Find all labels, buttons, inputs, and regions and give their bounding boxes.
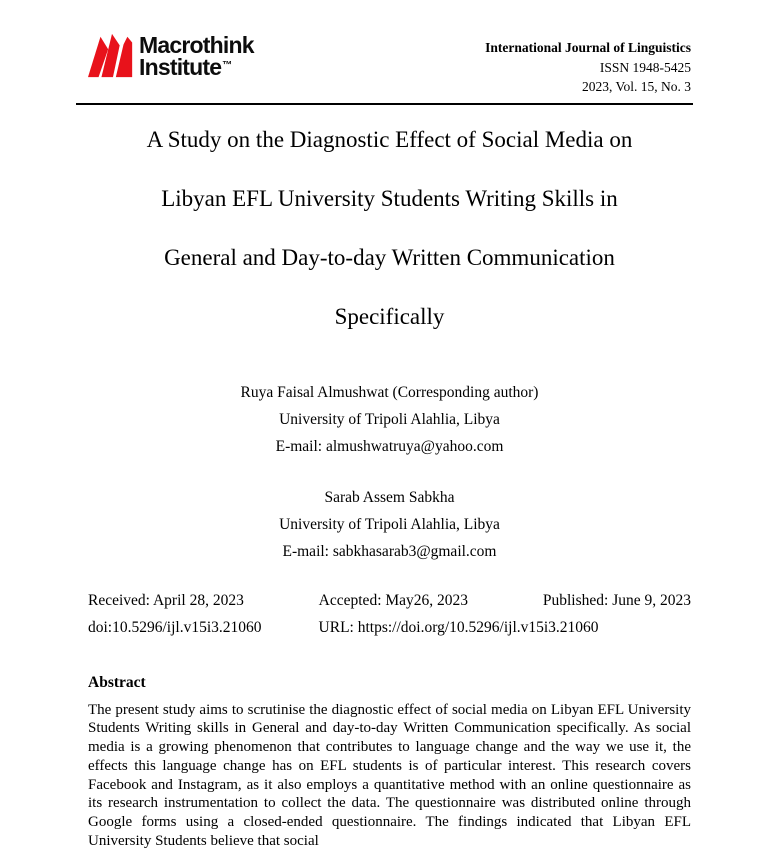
logo-line1: Macrothink	[139, 32, 254, 58]
accepted-date: Accepted: May26, 2023	[318, 591, 469, 609]
macrothink-logo	[88, 33, 254, 78]
logo-line2: Institute™	[139, 53, 233, 80]
published-date: Published: June 9, 2023	[542, 591, 691, 609]
authors-section	[88, 379, 691, 565]
dates-row	[88, 591, 691, 611]
author-email: E-mail: sabkhasarab3@gmail.com	[282, 542, 497, 560]
author-name: Sarab Assem Sabkha	[324, 488, 455, 506]
journal-title: International Journal of Linguistics	[485, 40, 691, 55]
author-name: Ruya Faisal Almushwat (Corresponding author)	[240, 383, 539, 401]
paper-title-line: General and Day-to-day Written Communication	[164, 244, 615, 270]
doi-url: URL: https://doi.org/10.5296/ijl.v15i3.21060	[318, 618, 599, 636]
trademark-symbol: ™	[222, 59, 233, 71]
paper-title-line: A Study on the Diagnostic Effect of Social Media on	[146, 126, 633, 152]
paper-title-line: Libyan EFL University Students Writing Skills in	[161, 185, 618, 211]
journal-info	[485, 33, 691, 97]
journal-issn: ISSN 1948-5425	[599, 59, 691, 75]
paper-title	[88, 110, 691, 346]
doi-row	[88, 618, 691, 638]
author-block	[88, 379, 691, 460]
author-block	[88, 484, 691, 565]
author-affiliation: University of Tripoli Alahlia, Libya	[279, 410, 500, 428]
paper-title-line: Specifically	[334, 303, 445, 329]
journal-header	[88, 33, 691, 97]
abstract-heading: Abstract	[88, 673, 146, 691]
publication-meta	[88, 591, 691, 638]
doi-text: doi:10.5296/ijl.v15i3.21060	[88, 618, 262, 636]
logo-wordmark	[139, 32, 254, 80]
header-rule	[76, 103, 693, 105]
journal-volume: 2023, Vol. 15, No. 3	[581, 79, 691, 94]
author-affiliation: University of Tripoli Alahlia, Libya	[279, 515, 500, 533]
author-email: E-mail: almushwatruya@yahoo.com	[275, 437, 504, 455]
macrothink-m-icon	[88, 33, 136, 78]
abstract-paragraph: The present study aims to scrutinise the diagnostic effect of social media on Libyan EFL University Students Writing skills in General and day-to-day Written Communication specifically. As social media is a growing phenomenon that contributes to language change and the way we use it, the effects this language change has on EFL students is of particular interest. This research covers Facebook and Instagram, as it also employs a quantitative method with an online questionnaire as its research instrumentation to collect the data. The questionnaire was distributed online through Google forms using a closed-ended questionnaire. The findings indicated that Libyan EFL University Students believe that social	[88, 701, 691, 850]
received-date: Received: April 28, 2023	[88, 591, 244, 609]
